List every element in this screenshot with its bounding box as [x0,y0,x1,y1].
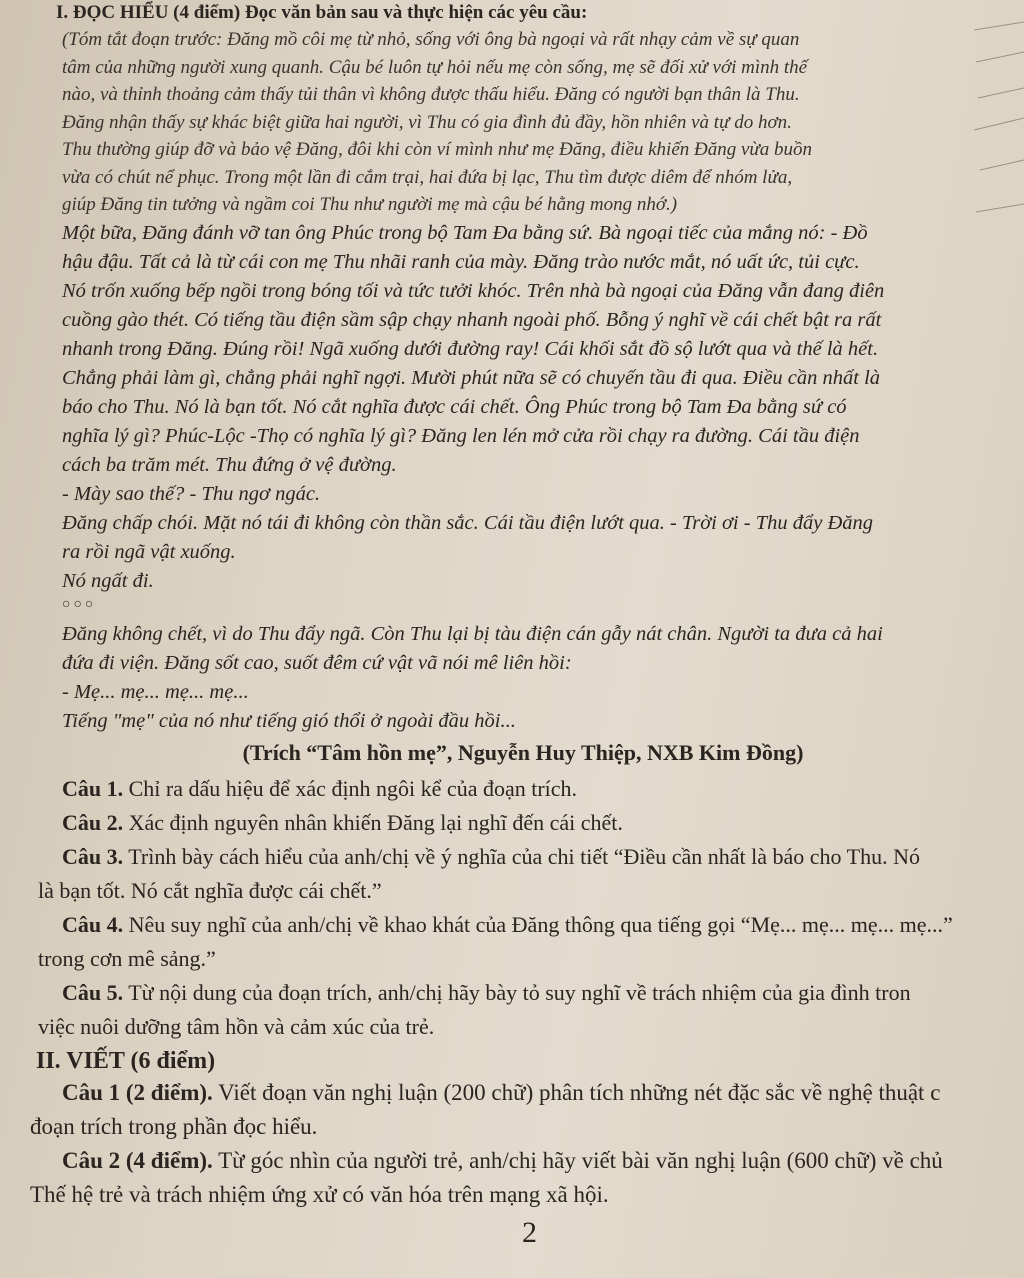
ending-line: đứa đi viện. Đăng sốt cao, suốt đêm cứ vật vã nói mê liên hồi: [62,651,572,674]
ending-paragraph [62,620,984,736]
question-text: Từ nội dung của đoạn trích, anh/chị hãy bày tỏ suy nghĩ về trách nhiệm của gia đình tron [128,979,911,1005]
story-line: Nó trốn xuống bếp ngồi trong bóng tối và tức tưởi khóc. Trên nhà bà ngoại của Đăng vẫn đang điên [62,279,885,302]
story-line: cuồng gào thét. Có tiếng tầu điện sầm sập chạy nhanh ngoài phố. Bỗng ý nghĩ về cái chết bật ra rất [62,308,882,331]
story-line: cách ba trăm mét. Thu đứng ở vệ đường. [62,453,397,476]
task-label: Câu 2 (4 điểm). [62,1147,213,1173]
task-text: Từ góc nhìn của người trẻ, anh/chị hãy viết bài văn nghị luận (600 chữ) về chủ [218,1147,943,1173]
question-2 [62,806,984,840]
task-text: Viết đoạn văn nghị luận (200 chữ) phân tích những nét đặc sắc về nghệ thuật c [218,1079,941,1105]
question-text: Chỉ ra dấu hiệu để xác định ngôi kể của đoạn trích. [128,775,578,801]
ending-line: Tiếng "mẹ" của nó như tiếng gió thổi ở ngoài đầu hồi... [62,709,516,732]
writing-task-1-continued: đoạn trích trong phần đọc hiểu. [30,1113,318,1139]
page-number: 2 [522,1216,537,1249]
question-label: Câu 2. [62,809,124,835]
source-citation: (Trích “Tâm hồn mẹ”, Nguyễn Huy Thiệp, NXB Kim Đồng) [242,739,804,765]
story-line: báo cho Thu. Nó là bạn tốt. Nó cắt nghĩa được cái chết. Ông Phúc trong bộ Tam Đa bằng sứ có [62,395,847,418]
question-4-continued: trong cơn mê sảng.” [38,945,216,971]
story-line: nhanh trong Đăng. Đúng rồi! Ngã xuống dưới đường ray! Cái khối sắt đồ sộ lướt qua và thế là hết. [62,337,879,360]
task-label: Câu 1 (2 điểm). [62,1079,213,1105]
story-paragraph [62,219,984,596]
summary-paragraph [62,26,984,219]
story-line: Nó ngất đi. [62,569,154,592]
summary-line: Đăng nhận thấy sự khác biệt giữa hai người, vì Thu có gia đình đủ đầy, hồn nhiên và tự do hơn. [62,111,792,133]
question-4 [62,908,984,942]
story-line: Đăng chấp chói. Mặt nó tái đi không còn thần sắc. Cái tầu điện lướt qua. - Trời ơi - Thu đẩy Đăng [62,511,874,534]
question-5 [62,976,984,1010]
story-line: Chẳng phải làm gì, chẳng phải nghĩ ngợi. Mười phút nữa sẽ có chuyến tầu đi qua. Điều cần nhất là [62,366,881,389]
story-line: ra rồi ngã vật xuống. [62,540,236,563]
section1-heading: I. ĐỌC HIỂU (4 điểm) Đọc văn bản sau và thực hiện các yêu cầu: [56,2,588,23]
story-line: - Mày sao thế? - Thu ngơ ngác. [62,482,321,505]
summary-line: (Tóm tắt đoạn trước: Đăng mồ côi mẹ từ nhỏ, sống với ông bà ngoại và rất nhạy cảm về sự quan [62,29,800,50]
summary-line: nào, và thỉnh thoảng cảm thấy tủi thân vì không được thấu hiểu. Đăng có người bạn thân là Thu. [62,84,800,105]
section2-heading: II. VIẾT (6 điểm) [36,1047,216,1074]
writing-task-1 [62,1076,984,1110]
section-separator: ○○○ [62,596,97,612]
margin-pencil-lines [974,0,1024,260]
summary-line: vừa có chút nể phục. Trong một lần đi cắm trại, hai đứa bị lạc, Thu tìm được diêm để nhóm lửa, [62,166,793,188]
question-3 [62,840,984,874]
question-1 [62,772,984,806]
question-label: Câu 4. [62,911,124,937]
story-line: Một bữa, Đăng đánh vỡ tan ông Phúc trong bộ Tam Đa bằng sứ. Bà ngoại tiếc của mắng nó: - Đồ [62,221,868,244]
question-text: Xác định nguyên nhân khiến Đăng lại nghĩ đến cái chết. [128,809,623,835]
writing-task-2 [62,1144,984,1178]
writing-task-2-continued: Thế hệ trẻ và trách nhiệm ứng xử có văn hóa trên mạng xã hội. [30,1181,609,1207]
story-line: nghĩa lý gì? Phúc-Lộc -Thọ có nghĩa lý gì? Đăng len lén mở cửa rồi chạy ra đường. Cái tầu điện [62,424,860,447]
question-5-continued: việc nuôi dưỡng tâm hồn và cảm xúc của trẻ. [38,1013,435,1039]
question-text: Nêu suy nghĩ của anh/chị về khao khát của Đăng thông qua tiếng gọi “Mẹ... mẹ... mẹ... mẹ...” [128,911,953,937]
story-line: hậu đậu. Tất cả là từ cái con mẹ Thu nhãi ranh của mày. Đăng trào nước mắt, nó uất ức, tủi cực. [62,250,860,273]
question-label: Câu 3. [62,843,124,869]
question-label: Câu 5. [62,979,124,1005]
question-label: Câu 1. [62,775,124,801]
question-3-continued: là bạn tốt. Nó cắt nghĩa được cái chết.” [38,877,382,903]
summary-line: giúp Đăng tin tưởng và ngầm coi Thu như người mẹ mà cậu bé hằng mong nhớ.) [62,194,678,215]
ending-line: Đăng không chết, vì do Thu đẩy ngã. Còn Thu lại bị tàu điện cán gẫy nát chân. Người ta đưa cả hai [62,622,883,645]
summary-line: Thu thường giúp đỡ và bảo vệ Đăng, đôi khi còn ví mình như mẹ Đăng, điều khiến Đăng vừa buồn [62,139,813,160]
question-text: Trình bày cách hiểu của anh/chị về ý nghĩa của chi tiết “Điều cần nhất là báo cho Thu. Nó [128,843,920,869]
ending-line: - Mẹ... mẹ... mẹ... mẹ... [62,680,249,703]
summary-line: tâm của những người xung quanh. Cậu bé luôn tự hỏi nếu mẹ còn sống, mẹ sẽ đối xử với mình thế [62,56,808,78]
